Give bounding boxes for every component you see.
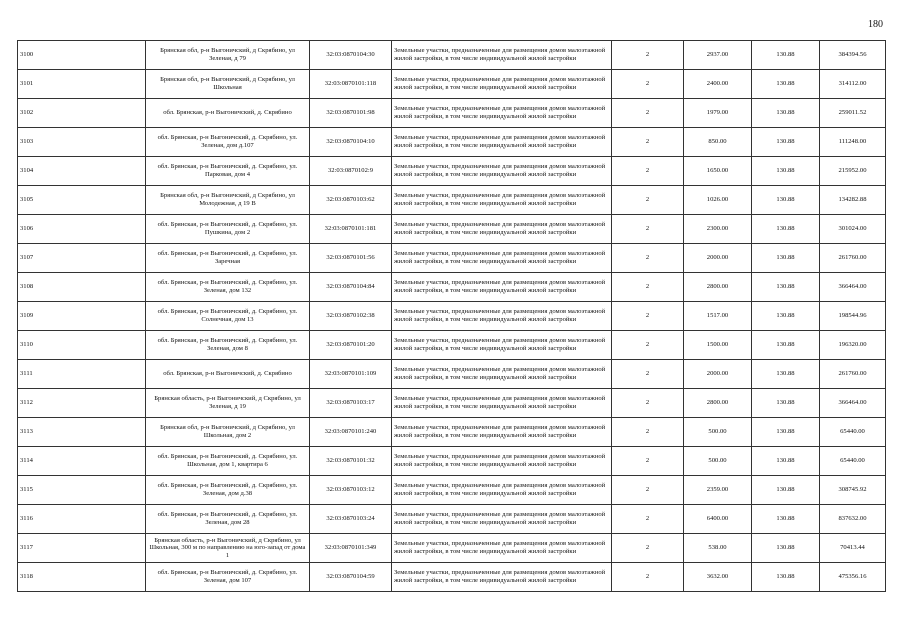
group-number-cell: 2 xyxy=(612,99,684,128)
group-number-cell: 2 xyxy=(612,505,684,534)
group-number-cell: 2 xyxy=(612,157,684,186)
specific-value-cell: 130.88 xyxy=(752,128,820,157)
row-number: 3109 xyxy=(18,302,146,331)
row-number: 3116 xyxy=(18,505,146,534)
row-number: 3102 xyxy=(18,99,146,128)
cadastral-number-cell: 32:03:0870101:56 xyxy=(310,244,392,273)
row-number: 3112 xyxy=(18,389,146,418)
cadastral-number-cell: 32:03:0870104:84 xyxy=(310,273,392,302)
address-cell: обл. Брянская, р-н Выгоничский, д. Скрябино, ул. Парковая, дом 4 xyxy=(146,157,310,186)
cadastral-value-cell: 65440.00 xyxy=(820,418,886,447)
address-cell: обл. Брянская, р-н Выгоничский, д. Скрябино xyxy=(146,360,310,389)
cadastral-number-cell: 32:03:0870103:17 xyxy=(310,389,392,418)
specific-value-cell: 130.88 xyxy=(752,447,820,476)
table-row xyxy=(18,273,886,302)
land-use-cell: Земельные участки, предназначенные для размещения домов малоэтажной жилой застройки, в том числе индивидуальной жилой застройки xyxy=(392,331,612,360)
row-number: 3114 xyxy=(18,447,146,476)
cadastral-number-cell: 32:03:0870101:349 xyxy=(310,534,392,563)
cadastral-value-cell: 308745.92 xyxy=(820,476,886,505)
land-use-cell: Земельные участки, предназначенные для размещения домов малоэтажной жилой застройки, в том числе индивидуальной жилой застройки xyxy=(392,563,612,592)
area-cell: 850.00 xyxy=(684,128,752,157)
land-use-cell: Земельные участки, предназначенные для размещения домов малоэтажной жилой застройки, в том числе индивидуальной жилой застройки xyxy=(392,505,612,534)
group-number-cell: 2 xyxy=(612,476,684,505)
address-cell: обл. Брянская, р-н Выгоничский, д. Скрябино, ул. Зеленая, дом д.38 xyxy=(146,476,310,505)
area-cell: 2937.00 xyxy=(684,41,752,70)
cadastral-number-cell: 32:03:0870101:98 xyxy=(310,99,392,128)
address-cell: обл. Брянская, р-н Выгоничский, д. Скрябино, ул. Зеленая, дом д.107 xyxy=(146,128,310,157)
specific-value-cell: 130.88 xyxy=(752,244,820,273)
area-cell: 500.00 xyxy=(684,447,752,476)
group-number-cell: 2 xyxy=(612,302,684,331)
cadastral-value-cell: 475356.16 xyxy=(820,563,886,592)
cadastral-number-cell: 32:03:0870103:12 xyxy=(310,476,392,505)
land-use-cell: Земельные участки, предназначенные для размещения домов малоэтажной жилой застройки, в том числе индивидуальной жилой застройки xyxy=(392,244,612,273)
cadastral-number-cell: 32:03:0870101:20 xyxy=(310,331,392,360)
address-cell: Брянская обл, р-н Выгоничский, д Скрябино, ул Школьная xyxy=(146,70,310,99)
address-cell: Брянская обл, р-н Выгоничский, д Скрябино, ул Молодежная, д 19 В xyxy=(146,186,310,215)
area-cell: 2300.00 xyxy=(684,215,752,244)
group-number-cell: 2 xyxy=(612,273,684,302)
cadastral-number-cell: 32:03:0870101:240 xyxy=(310,418,392,447)
cadastral-number-cell: 32:03:0870104:10 xyxy=(310,128,392,157)
land-use-cell: Земельные участки, предназначенные для размещения домов малоэтажной жилой застройки, в том числе индивидуальной жилой застройки xyxy=(392,99,612,128)
area-cell: 2000.00 xyxy=(684,244,752,273)
land-use-cell: Земельные участки, предназначенные для размещения домов малоэтажной жилой застройки, в том числе индивидуальной жилой застройки xyxy=(392,70,612,99)
cadastral-number-cell: 32:03:0870101:109 xyxy=(310,360,392,389)
cadastral-number-cell: 32:03:0870104:59 xyxy=(310,563,392,592)
group-number-cell: 2 xyxy=(612,70,684,99)
table-row xyxy=(18,360,886,389)
specific-value-cell: 130.88 xyxy=(752,563,820,592)
row-number: 3117 xyxy=(18,534,146,563)
specific-value-cell: 130.88 xyxy=(752,302,820,331)
cadastral-value-cell: 215952.00 xyxy=(820,157,886,186)
land-use-cell: Земельные участки, предназначенные для размещения домов малоэтажной жилой застройки, в том числе индивидуальной жилой застройки xyxy=(392,476,612,505)
group-number-cell: 2 xyxy=(612,534,684,563)
area-cell: 2000.00 xyxy=(684,360,752,389)
specific-value-cell: 130.88 xyxy=(752,157,820,186)
row-number: 3115 xyxy=(18,476,146,505)
cadastral-number-cell: 32:03:0870102:38 xyxy=(310,302,392,331)
land-use-cell: Земельные участки, предназначенные для размещения домов малоэтажной жилой застройки, в том числе индивидуальной жилой застройки xyxy=(392,418,612,447)
group-number-cell: 2 xyxy=(612,331,684,360)
cadastral-value-cell: 70413.44 xyxy=(820,534,886,563)
table-row xyxy=(18,99,886,128)
cadastral-number-cell: 32:03:0870101:181 xyxy=(310,215,392,244)
cadastral-value-cell: 301024.00 xyxy=(820,215,886,244)
cadastral-value-cell: 196320.00 xyxy=(820,331,886,360)
land-use-cell: Земельные участки, предназначенные для размещения домов малоэтажной жилой застройки, в том числе индивидуальной жилой застройки xyxy=(392,534,612,563)
cadastral-value-cell: 111248.00 xyxy=(820,128,886,157)
cadastral-number-cell: 32:03:0870104:30 xyxy=(310,41,392,70)
address-cell: Брянская обл, р-н Выгоничский, д Скрябино, ул Школьная, дом 2 xyxy=(146,418,310,447)
specific-value-cell: 130.88 xyxy=(752,534,820,563)
specific-value-cell: 130.88 xyxy=(752,418,820,447)
table-row xyxy=(18,128,886,157)
specific-value-cell: 130.88 xyxy=(752,360,820,389)
cadastral-number-cell: 32:03:0870102:9 xyxy=(310,157,392,186)
land-use-cell: Земельные участки, предназначенные для размещения домов малоэтажной жилой застройки, в том числе индивидуальной жилой застройки xyxy=(392,215,612,244)
cadastral-number-cell: 32:03:0870103:62 xyxy=(310,186,392,215)
area-cell: 2800.00 xyxy=(684,389,752,418)
area-cell: 1500.00 xyxy=(684,331,752,360)
area-cell: 2400.00 xyxy=(684,70,752,99)
land-use-cell: Земельные участки, предназначенные для размещения домов малоэтажной жилой застройки, в том числе индивидуальной жилой застройки xyxy=(392,128,612,157)
table-row xyxy=(18,70,886,99)
table-row xyxy=(18,157,886,186)
table-row xyxy=(18,563,886,592)
table-row xyxy=(18,215,886,244)
row-number: 3111 xyxy=(18,360,146,389)
specific-value-cell: 130.88 xyxy=(752,215,820,244)
cadastral-value-cell: 837632.00 xyxy=(820,505,886,534)
address-cell: обл. Брянская, р-н Выгоничский, д. Скрябино, ул. Зеленая, дом 8 xyxy=(146,331,310,360)
table-row xyxy=(18,389,886,418)
group-number-cell: 2 xyxy=(612,128,684,157)
area-cell: 1650.00 xyxy=(684,157,752,186)
cadastral-value-table xyxy=(17,40,886,592)
table-row xyxy=(18,505,886,534)
group-number-cell: 2 xyxy=(612,41,684,70)
cadastral-value-cell: 314112.00 xyxy=(820,70,886,99)
area-cell: 6400.00 xyxy=(684,505,752,534)
table-row xyxy=(18,447,886,476)
area-cell: 1517.00 xyxy=(684,302,752,331)
cadastral-value-cell: 134282.88 xyxy=(820,186,886,215)
specific-value-cell: 130.88 xyxy=(752,273,820,302)
table-row xyxy=(18,418,886,447)
specific-value-cell: 130.88 xyxy=(752,186,820,215)
address-cell: Брянская область, р-н Выгоничский, д Скрябино, ул Школьная, 300 м по направлению на юго-запад от дома 1 xyxy=(146,534,310,563)
row-number: 3105 xyxy=(18,186,146,215)
address-cell: обл. Брянская, р-н Выгоничский, д. Скрябино, ул. Солнечная, дом 13 xyxy=(146,302,310,331)
area-cell: 538.00 xyxy=(684,534,752,563)
address-cell: Брянская область, р-н Выгоничский, д Скрябино, ул Зеленая, д 19 xyxy=(146,389,310,418)
specific-value-cell: 130.88 xyxy=(752,331,820,360)
cadastral-number-cell: 32:03:0870101:32 xyxy=(310,447,392,476)
land-use-cell: Земельные участки, предназначенные для размещения домов малоэтажной жилой застройки, в том числе индивидуальной жилой застройки xyxy=(392,302,612,331)
cadastral-value-cell: 261760.00 xyxy=(820,244,886,273)
cadastral-number-cell: 32:03:0870101:118 xyxy=(310,70,392,99)
area-cell: 500.00 xyxy=(684,418,752,447)
cadastral-value-cell: 366464.00 xyxy=(820,273,886,302)
row-number: 3106 xyxy=(18,215,146,244)
table-row xyxy=(18,244,886,273)
land-use-cell: Земельные участки, предназначенные для размещения домов малоэтажной жилой застройки, в том числе индивидуальной жилой застройки xyxy=(392,157,612,186)
area-cell: 1979.00 xyxy=(684,99,752,128)
area-cell: 2800.00 xyxy=(684,273,752,302)
group-number-cell: 2 xyxy=(612,360,684,389)
row-number: 3110 xyxy=(18,331,146,360)
group-number-cell: 2 xyxy=(612,244,684,273)
address-cell: обл. Брянская, р-н Выгоничский, д. Скрябино, ул. Заречная xyxy=(146,244,310,273)
group-number-cell: 2 xyxy=(612,418,684,447)
row-number: 3108 xyxy=(18,273,146,302)
specific-value-cell: 130.88 xyxy=(752,70,820,99)
row-number: 3118 xyxy=(18,563,146,592)
row-number: 3107 xyxy=(18,244,146,273)
land-use-cell: Земельные участки, предназначенные для размещения домов малоэтажной жилой застройки, в том числе индивидуальной жилой застройки xyxy=(392,447,612,476)
table-row xyxy=(18,302,886,331)
specific-value-cell: 130.88 xyxy=(752,476,820,505)
row-number: 3101 xyxy=(18,70,146,99)
row-number: 3113 xyxy=(18,418,146,447)
table-row xyxy=(18,476,886,505)
cadastral-value-cell: 198544.96 xyxy=(820,302,886,331)
cadastral-value-cell: 261760.00 xyxy=(820,360,886,389)
address-cell: обл. Брянская, р-н Выгоничский, д. Скрябино, ул. Школьная, дом 1, квартира 6 xyxy=(146,447,310,476)
address-cell: обл. Брянская, р-н Выгоничский, д. Скрябино, ул. Зеленая, дом 28 xyxy=(146,505,310,534)
group-number-cell: 2 xyxy=(612,389,684,418)
cadastral-value-cell: 384394.56 xyxy=(820,41,886,70)
row-number: 3103 xyxy=(18,128,146,157)
land-use-cell: Земельные участки, предназначенные для размещения домов малоэтажной жилой застройки, в том числе индивидуальной жилой застройки xyxy=(392,186,612,215)
land-use-cell: Земельные участки, предназначенные для размещения домов малоэтажной жилой застройки, в том числе индивидуальной жилой застройки xyxy=(392,360,612,389)
table-row xyxy=(18,186,886,215)
row-number: 3100 xyxy=(18,41,146,70)
land-use-cell: Земельные участки, предназначенные для размещения домов малоэтажной жилой застройки, в том числе индивидуальной жилой застройки xyxy=(392,273,612,302)
cadastral-value-cell: 366464.00 xyxy=(820,389,886,418)
address-cell: обл. Брянская, р-н Выгоничский, д. Скрябино, ул. Зеленая, дом 107 xyxy=(146,563,310,592)
table-row xyxy=(18,534,886,563)
row-number: 3104 xyxy=(18,157,146,186)
area-cell: 1026.00 xyxy=(684,186,752,215)
group-number-cell: 2 xyxy=(612,186,684,215)
group-number-cell: 2 xyxy=(612,563,684,592)
address-cell: обл. Брянская, р-н Выгоничский, д. Скрябино, ул. Пушкина, дом 2 xyxy=(146,215,310,244)
table-body xyxy=(18,41,886,592)
area-cell: 3632.00 xyxy=(684,563,752,592)
specific-value-cell: 130.88 xyxy=(752,389,820,418)
cadastral-number-cell: 32:03:0870103:24 xyxy=(310,505,392,534)
table-row xyxy=(18,331,886,360)
cadastral-value-cell: 65440.00 xyxy=(820,447,886,476)
page-number: 180 xyxy=(868,19,883,30)
address-cell: обл. Брянская, р-н Выгоничский, д. Скрябино xyxy=(146,99,310,128)
group-number-cell: 2 xyxy=(612,215,684,244)
land-use-cell: Земельные участки, предназначенные для размещения домов малоэтажной жилой застройки, в том числе индивидуальной жилой застройки xyxy=(392,41,612,70)
cadastral-value-cell: 259011.52 xyxy=(820,99,886,128)
address-cell: Брянская обл, р-н Выгоничский, д Скрябино, ул Зеленая, д 79 xyxy=(146,41,310,70)
specific-value-cell: 130.88 xyxy=(752,41,820,70)
area-cell: 2359.00 xyxy=(684,476,752,505)
specific-value-cell: 130.88 xyxy=(752,99,820,128)
specific-value-cell: 130.88 xyxy=(752,505,820,534)
table-row xyxy=(18,41,886,70)
group-number-cell: 2 xyxy=(612,447,684,476)
address-cell: обл. Брянская, р-н Выгоничский, д. Скрябино, ул. Зеленая, дом 132 xyxy=(146,273,310,302)
land-use-cell: Земельные участки, предназначенные для размещения домов малоэтажной жилой застройки, в том числе индивидуальной жилой застройки xyxy=(392,389,612,418)
